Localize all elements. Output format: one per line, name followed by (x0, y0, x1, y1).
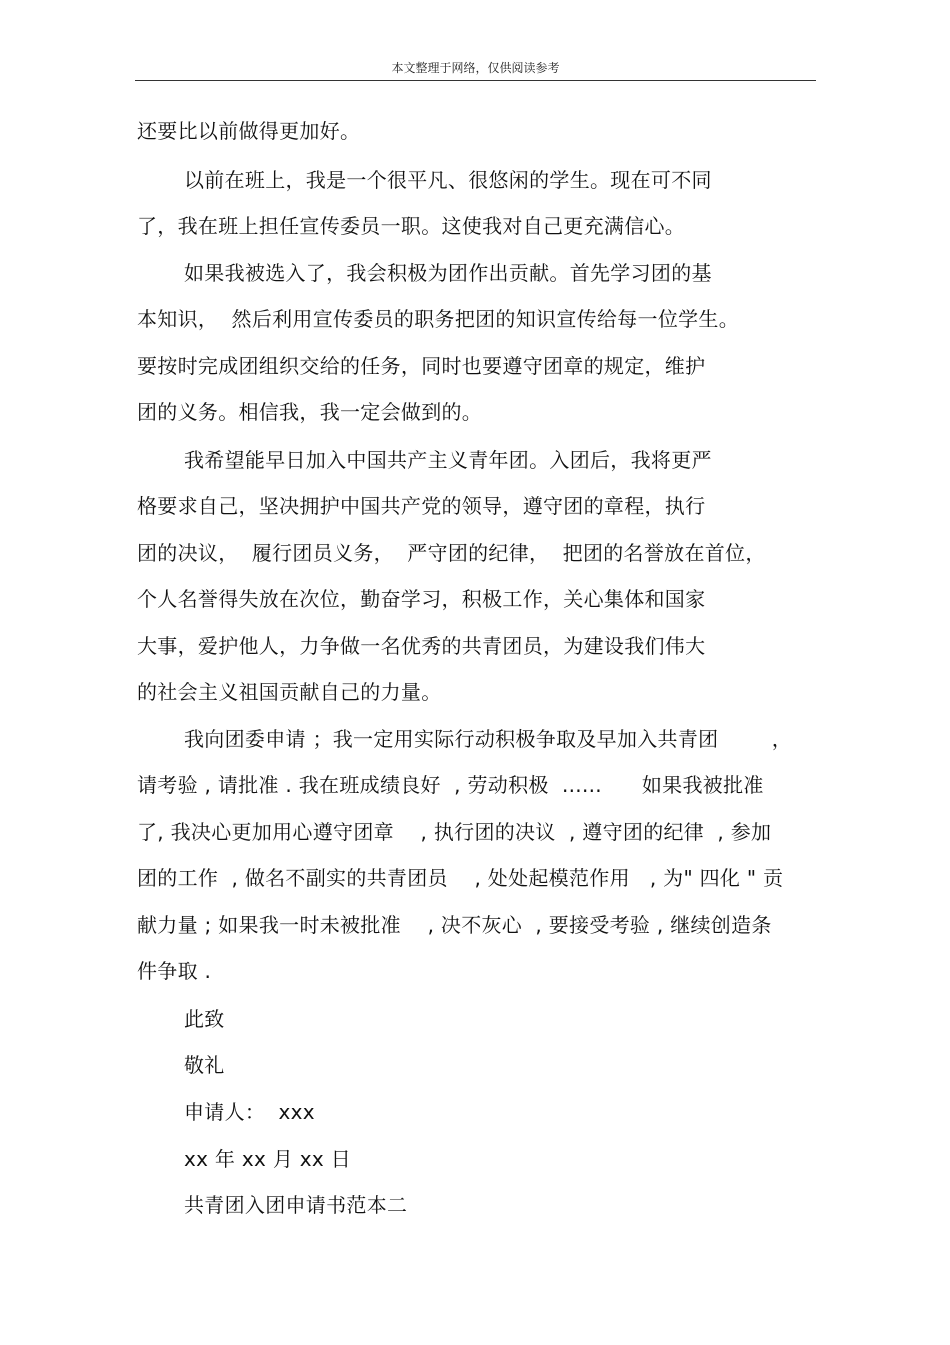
paragraph-line: 团的义务。相信我，我一定会做到的。 (137, 400, 483, 424)
paragraph-line: 要按时完成团组织交给的任务，同时也要遵守团章的规定，维护 (137, 354, 706, 378)
paragraph-line: 本知识， 然后利用宣传委员的职务把团的知识宣传给每一位学生。 (137, 307, 740, 331)
paragraph-line: 格要求自己，坚决拥护中国共产党的领导，遵守团的章程，执行 (137, 494, 706, 518)
paragraph-line: 如果我被选入了，我会积极为团作出贡献。首先学习团的基 (184, 261, 712, 285)
paragraph-line: 团的工作 , 做名不副实的共青团员 , 处处起模范作用 , 为" 四化 " 贡 (137, 866, 784, 890)
applicant-line: 申请人： xxx (184, 1100, 315, 1124)
page-header: 本文整理于网络，仅供阅读参考 (135, 58, 816, 81)
paragraph-line: 献力量 ; 如果我一时未被批准 , 决不灰心 , 要接受考验 , 继续创造条 (137, 913, 772, 937)
date-line: xx 年 xx 月 xx 日 (184, 1147, 352, 1171)
paragraph-line: 了，我在班上担任宣传委员一职。这使我对自己更充满信心。 (137, 214, 686, 238)
paragraph-line: 大事，爱护他人，力争做一名优秀的共青团员，为建设我们伟大 (137, 634, 706, 658)
paragraph-line: 我希望能早日加入中国共产主义青年团。入团后，我将更严 (184, 448, 712, 472)
paragraph-line: 的社会主义祖国贡献自己的力量。 (137, 680, 442, 704)
paragraph-line: 了, 我决心更加用心遵守团章 , 执行团的决议 , 遵守团的纪律 , 参加 (137, 820, 772, 844)
paragraph-line: 团的决议， 履行团员义务， 严守团的纪律， 把团的名誉放在首位， (137, 541, 766, 565)
paragraph-line: 还要比以前做得更加好。 (137, 119, 361, 143)
paragraph-line: 我向团委申请 ；我一定用实际行动积极争取及早加入共青团 ， (184, 727, 793, 751)
paragraph-line: 件争取 . (137, 959, 212, 983)
section-title: 共青团入团申请书范本二 (184, 1193, 408, 1217)
paragraph-line: 请考验 , 请批准 . 我在班成绩良好 , 劳动积极 ...... 如果我被批准 (137, 773, 764, 797)
paragraph-line: 个人名誉得失放在次位，勤奋学习，积极工作，关心集体和国家 (137, 587, 706, 611)
paragraph-line: 以前在班上，我是一个很平凡、很悠闲的学生。现在可不同 (184, 168, 712, 192)
closing-line: 此致 (184, 1007, 225, 1031)
salutation-line: 敬礼 (184, 1053, 225, 1077)
